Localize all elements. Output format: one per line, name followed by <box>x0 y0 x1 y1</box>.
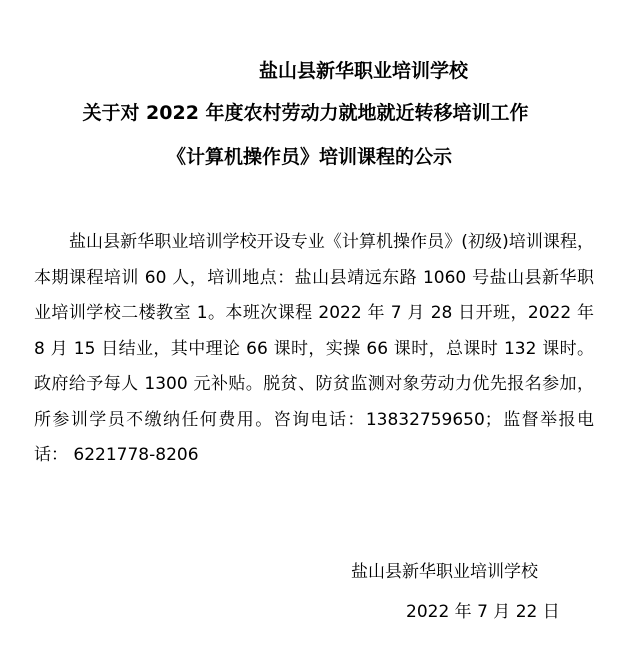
document-title-course: 《计算机操作员》培训课程的公示 <box>166 146 452 168</box>
notice-body-paragraph: 盐山县新华职业培训学校开设专业《计算机操作员》(初级)培训课程，本期课程培训 60 人，培训地点：盐山县靖远东路 1060 号盐山县新华职业培训学校二楼教室 1。本班次课程 2022 年 7 月 28 日开班，2022 年 8 月 15 日结业，其中理论 66 课时，实操 66 课时，总课时 132 课时。政府给予每人 1300 元补贴。脱贫、防贫监测对象劳动力优先报名参加，所参训学员不缴纳任何费用。咨询电话：13832759650；监督举报电话： 6221778-8206 <box>34 232 594 465</box>
document-title-subject: 关于对 2022 年度农村劳动力就地就近转移培训工作 <box>82 102 529 124</box>
signature-date: 2022 年 7 月 22 日 <box>406 602 560 622</box>
document-title-school: 盐山县新华职业培训学校 <box>258 60 468 82</box>
signature-organization: 盐山县新华职业培训学校 <box>351 562 538 582</box>
